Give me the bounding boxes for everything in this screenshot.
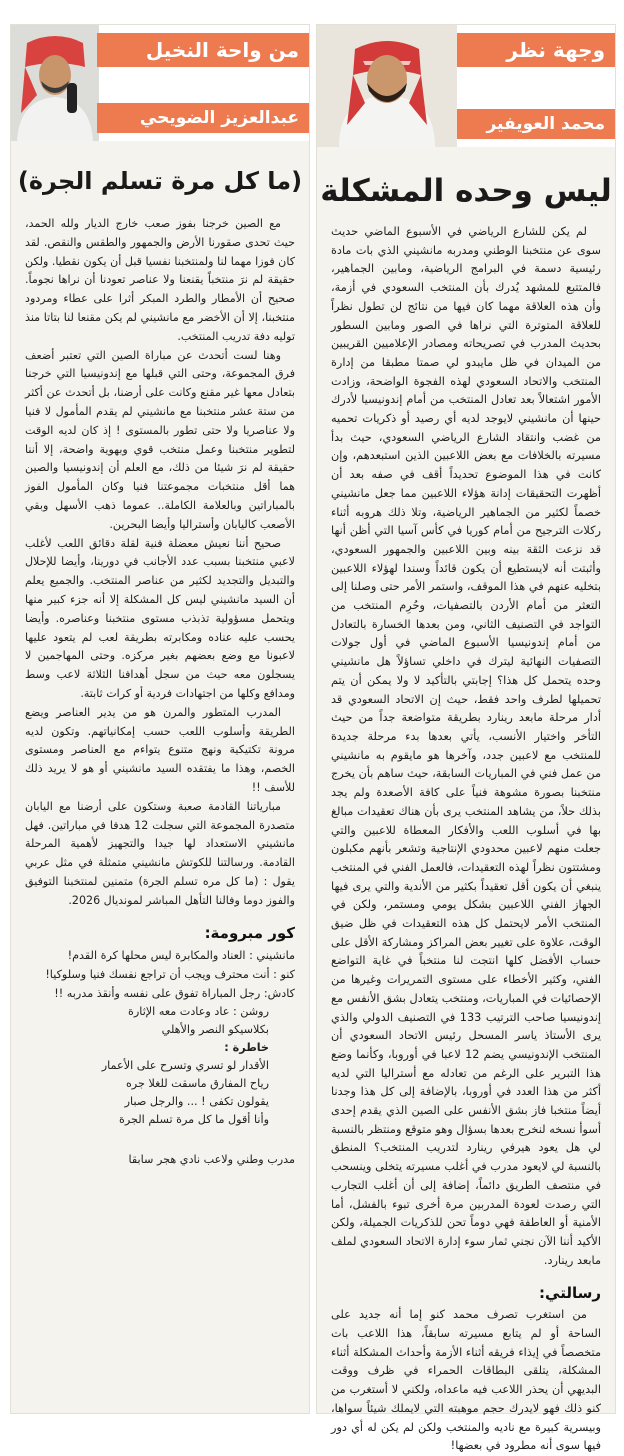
article-headline: ليس وحده المشكلة [320,173,612,209]
poem-line: الأقدار لو تسري وتسرح على الأعمار [101,1059,269,1073]
article-header [11,25,309,141]
note-item: بكلاسيكو النصر والأهلي [161,1023,269,1037]
article-headline: (ما كل مرة تسلم الجرة) [17,167,303,195]
message-heading: رسالتي: [539,1284,601,1303]
article-body [317,223,615,1270]
article-paragraph: مبارياتنا القادمة صعبة وستكون على أرضنا مع اليابان متصدرة المجموعة التي سجلت 12 هدفا في مباراتين. فهل مانشيني الاستعداد لها جيدا والتجهيز لأهمية المرحلة القادمة. ورسالتنا للكوتش مانشيني متمثلة في مثل عربي يقول : (ما كل مره تسلم الجرة) متمنين لمنتخبنا التوفيق والفوز دوما وفالنا التأهل المباشر لمونديال 2026. [25,799,295,907]
note-item: خاطرة : [224,1041,269,1055]
article-paragraph: لم يكن للشارع الرياضي في الأسبوع الماضي حديث سوى عن منتخبنا الوطني ومدربه مانشيني الذي بات مادة رئيسية دسمة في البرامج الرياضية، ومابين الجماهير، فالمتتبع للمشهد يُدرك بأن المنتخب السعودي في أزمة، وأن هذه العلاقة مهما كان فيها من نتائج لن تطول نظراً للعلاقة المتوترة التي نراها في الصور ومابين السطور بحديث المدرب في تصريحاته ومصادر الإعلاميين القريبين من الميدان في ظل مايبدو لي صمتا مطبقا من إدارة المنتخب والاتحاد السعودي لهذه الفجوة الواضحة، وزادت الأمور اشتعالاً بعد تعادل المنتخب من أمام إندونيسيا لأدرك حينها أن مانشيني لايوجد لديه أي رصيد أو ذكريات تحميه من غضب وانتقاد الشارع الرياضي السعودي، حيث بدأ مسيرته بالخلافات مع بعض اللاعبين الذين استبعدهم، وإن كانت في هذا الموضوع تحديداً أقف في صفه بعد أن أظهرت التحقيقات إدانة هؤلاء اللاعبين مما جعل مانشيني خصماً لكثير من الجماهير الرياضية، وتلا ذلك هروبه أثناء ركلات الترجيح من أمام كوريا في كأس آسيا التي أظن أنها قد نزعت الثقة بينه وبين اللاعبين والجمهور السعودي، وأثبتت أنه لايستطيع أن يكون قائداً وسندا لهؤلاء اللاعبين بتخليه عنهم في هذا الموقف، واستمر الأمر حتى وصلنا إلى التعثر من أمام الأردن بالتصفيات، وحُرِم المنتخب من التواجد في التصنيف الثاني، ومن بعدها الخسارة بالتعادل من أمام إندونيسيا الأسبوع الماضي في أول جولات التصفيات النهائية ليترك في داخلي تساؤلاً هل مانشيني وحده يتحمل كل هذا؟ إجابتي بالتأكيد لا ولا يمكن أن يتم تحميلها لطرف واحد فقط، حيث إن الاتحاد السعودي قد أدار مرحلة مابعد رينارد بطريقة متواضعة جداً من حيث التأخر واختيار الأنسب، يأتي بعدها بدء مرحلة جديدة للمنتخب مع لاعبين جدد، وآخرها هو مايقوم به مانشيني من عمل فني في المباريات السابقة، حيث ساهم بأن يخرج منتخبنا بصورة مشوهة فنياً على كافة الأصعدة ولم يجد بذلك حلاً، من يشاهد المنتخب يرى بأن هناك تعقيدات مبالغ بها في أسلوب اللعب والأفكار المعطاة للاعبين والتي جعلت منهم لاعبين محدودي الإنتاجية وتشعر بأنهم مكبلون ومشتتون نظراً لهذه التعقيدات، فالعمل الفني في المنتخب ينبغي أن يكون أقل تعقيداً بكثير من الأندية والتي يرى فيها الجهاز الفني اللاعبين بشكل يومي ومستمر، ولكن في المنتخب الأمر لايحتمل كل هذه التعقيدات في ظل ضيق الوقت، علاوة على تغيير بعض المراكز ومشاركة الأقل على حساب الأفضل كلها انتجت لنا منتخباً في غاية التواضع الفني، وكثير الأخطاء على مستوى التمريرات وغيرها من الإحصائيات في المباريات، ومنتخب يتعادل بشق الأنفس مع إندونيسيا صاحب الترتيب 133 في التصنيف الدولي والذي يرى الأستاذ ياسر المسحل رئيس الاتحاد السعودي أن المنتخب الإندونيسي يضم 12 لاعبا في أوروبا، وكأنما وضع هذا التبرير على الرغم من تعادله مع أستراليا التي لديه أكثر من هذا العدد في أوروبا، بالإضافة إلى كل هذا وجدنا أيضاً منتخبا فاز بشق الأنفس على الصين الذي يقدم إحدى أسوأ نسخه لنخرج بعدها بسؤال وهو متوقع ومنتظر بالنسبة لي هل يعود هيرفي رينارد لتدريب المنتخب؟ المنطق بالنسبة لي لايعود مدرب في أغلب مسيرته يتخلى وينسحب في منتصف الطريق دائماً، إضافة إلى أن أغلب التجارب التي رصدت لعودة المدربين مرة أخرى تبوء بالفشل، أما الأمنية أو العاطفة فهي دوماً تحن للذكريات الجميلة، ولكن الأكيد أننا الآن نجني ثمار سوء إدارة الاتحاد السعودي لملف مابعد رينارد. [331,225,601,1267]
poem-line: يقولون تكفى ! ... والرجل صبار [124,1095,269,1109]
article-paragraph: المدرب المتطور والمرن هو من يدير العناصر ويضع الطريقة وأسلوب اللعب حسب إمكانياتهم. وتكون لديه مرونة تكتيكية ونهج متنوع يتواءم مع العناصر ومستوى الخصم، وهذا ما يفتقده السيد مانشيني أو هو لا يريد ذلك للأسف !! [25,705,295,794]
section-label: وجهة نظر [457,33,615,67]
article-body [11,215,309,910]
author-name: محمد العويفير [457,109,615,139]
note-item: مانشيني : العناد والمكابرة ليس محلها كرة القدم! [67,949,295,963]
section-label: من واحة النخيل [97,33,309,67]
article-column-left [10,24,310,1414]
note-item: كنو : أنت محترف ويجب أن تراجع نفسك فنيا وسلوكيا! [45,968,295,982]
article-paragraph: مع الصين خرجنا بفوز صعب خارج الديار ولله الحمد، حيث تحدى صقورنا الأرض والجمهور والطقس والنقص. لقد كان فوزا مهما لنا ولمنتخبنا نفسيا قبل أن يكون نقطيا. ولكن حقيقة لم نرَ منتخباً يقنعنا ولا عناصر تعودنا أن نراها نجوماً. صحيح أن الأمطار والطرد المبكر أثرا على عطاء ومردود منتخبنا، إلا أن الأخضر مع مانشيني لم يكن مقنعا لنا بتاتا منذ توليه دفة تدريب المنتخب. [25,217,295,343]
article-column-right [316,24,616,1453]
article-paragraph: وهنا لست أتحدث عن مباراة الصين التي تعتبر أضعف فرق المجموعة، وحتى التي قبلها مع إندونيسيا التي خرجنا بتعادل معها غير مقنع وكانت على أرضنا، بل أتحدث عن أكثر من ستة عشر منتخبنا مع مانشيني لم يقدم المأمول لا فنيا ولا عناصريا ولا حتى تطور بالمستوى ! إذ كان لديه الوقت لتطوير منتخبنا وعمل منتخب قوي وبهوية واضحة، إلا أننا حقيقة لم نرَ شيئا من ذلك، مع العلم أن إندونيسيا والصين هما أقل منتخبات مجموعتنا فنيا وكان المأمول الفوز بالمباراتين وبالعلامة الكاملة.. عموما ذهب الأسهل وبقي الأصعب كاليابان وأستراليا وأيضا البحرين. [25,348,295,531]
author-name: عبدالعزيز الضويحي [97,103,309,133]
note-item: روشن : عاد وعادت معه الإثارة [128,1005,269,1019]
article-header [317,25,615,147]
poem-line: وأنا أقول ما كل مرة تسلم الجرة [119,1113,269,1127]
author-bio: مدرب وطني ولاعب نادي هجر سابقا [128,1153,295,1167]
author-portrait-left [11,25,99,141]
author-portrait-right [317,25,457,147]
message-body [317,1306,615,1456]
article-paragraph: صحيح أننا نعيش معضلة فنية لقلة دقائق اللعب لأغلب لاعبي منتخبنا بسبب عدد الأجانب في دورينا، وأيضا للإحلال والتبديل والتجديد لكثير من عناصر المنتخب. والجميع يعلم أن السيد مانشيني ليس كل المشكلة إلا أنه جزء كبير منها ويتحمل مسؤولية تذبذب مستوى منتخبنا وعناصره. وأيضا يحسب عليه عناده ومكابرته بطريقة لعب لم يتعود عليها لاعبونا مع وضع بعضهم بغير مركزه. وحتى المهاجمين لا يسجلون معه حيث من سجل أهدافنا الثلاثة لاعب وسط ومدافع وكلها من اجتهادات فردية أو كرات ثابتة. [25,536,295,700]
notes-heading: كور مبرومة: [204,924,295,943]
poem-line: رياح المفارق ماسقت للغلا جره [125,1077,269,1091]
note-item: كادش: رجل المباراة تفوق على نفسه وأنقذ مدربه !! [54,987,295,1001]
message-text: من استغرب تصرف محمد كنو إما أنه جديد على الساحة أو لم يتابع مسيرته سابقاً، هذا اللاعب بات متخصصاً في إيذاء فريقه أثناء الأزمة وأحداث المشكلة أثناء المشكلة، يتلقى البطاقات الحمراء في ظرف ووقت البديهي أن يحذر اللاعب فيه ماعداه، ولكني لا أستغرب من كنو ذلك فهو لايدرك حجم موهبته التي لايملك شيئاً سواها، وبيسرية كبيرة مع ناديه والمنتخب ولكن لم يكن له أي دور فيها سوى أنه مطرود في بعضها! [331,1308,601,1453]
